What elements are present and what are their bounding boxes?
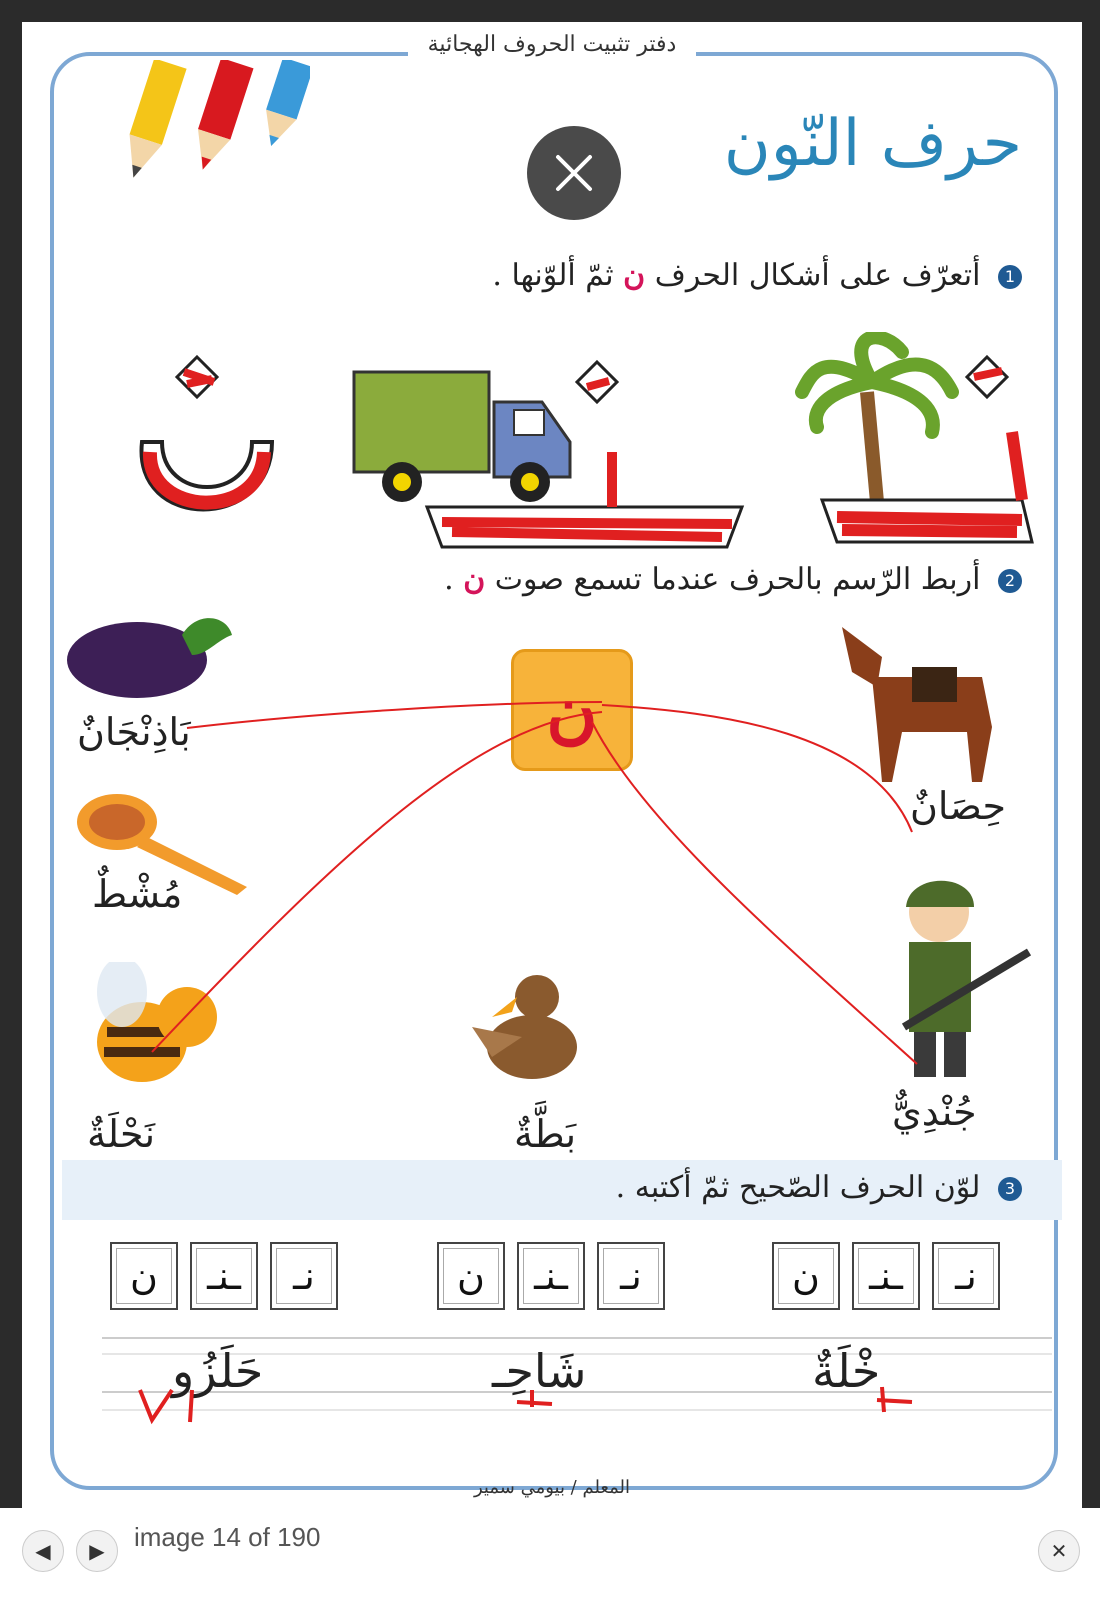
duck-icon — [462, 957, 592, 1097]
word-soldier: جُنْدِيٌّ — [892, 1090, 977, 1134]
task-1-instruction — [492, 258, 1022, 293]
viewer-nav-bar — [0, 1508, 1100, 1597]
close-icon: ✕ — [1050, 1539, 1068, 1563]
center-letter-tile[interactable]: ن — [511, 649, 633, 771]
next-image-button[interactable] — [76, 1530, 118, 1572]
eggplant-icon — [67, 600, 237, 700]
lesson-title: حرف النّون — [723, 107, 1022, 181]
letter-options-group-2 — [437, 1242, 665, 1310]
task-1-text-before: أتعرّف على أشكال الحرف — [654, 258, 981, 293]
write-word-3: خْلَةٌ — [812, 1344, 881, 1398]
letter-options-group-1 — [110, 1242, 338, 1310]
letter-option-box[interactable]: ـنـ — [190, 1242, 258, 1310]
task-3-number: 3 — [998, 1177, 1022, 1201]
letter-option-box[interactable]: ن — [437, 1242, 505, 1310]
letter-options-group-3 — [772, 1242, 1000, 1310]
noon-isolated-shape — [141, 357, 272, 510]
soldier-icon — [884, 867, 1034, 1082]
letter-option-box[interactable]: نـ — [932, 1242, 1000, 1310]
letter-option-box[interactable]: ـنـ — [517, 1242, 585, 1310]
palm-tree-icon — [802, 337, 952, 502]
letter-shapes-row — [122, 332, 1042, 552]
write-word-2: شَاحِـ — [492, 1344, 587, 1398]
truck-icon — [354, 372, 570, 502]
task-3-text: لوّن الحرف الصّحيح ثمّ أكتبه . — [615, 1170, 981, 1205]
image-counter: image 14 of 190 — [134, 1522, 321, 1552]
task-2-text-before: أربط الرّسم بالحرف عندما تسمع صوت — [494, 562, 981, 597]
word-comb: مُشْطٌ — [92, 872, 183, 916]
letter-option-box[interactable]: ن — [772, 1242, 840, 1310]
task-1-letter: ن — [623, 258, 646, 293]
bee-icon — [82, 962, 232, 1102]
teacher-credit: المعلم / بيومي سمير — [474, 1477, 630, 1498]
horse-icon — [832, 617, 1022, 787]
prev-image-button[interactable] — [22, 1530, 64, 1572]
task-3-instruction — [616, 1170, 1022, 1205]
word-horse: حِصَانٌ — [910, 784, 1006, 828]
arrow-left-icon: ◀ — [35, 1539, 51, 1563]
word-duck: بَطَّةٌ — [514, 1112, 577, 1156]
close-overlay-button[interactable] — [527, 126, 621, 220]
letter-option-box[interactable]: ن — [110, 1242, 178, 1310]
task-2-letter: ن — [463, 562, 486, 597]
arrow-right-icon: ▶ — [89, 1539, 105, 1563]
letter-option-box[interactable]: ـنـ — [852, 1242, 920, 1310]
letter-option-box[interactable]: نـ — [597, 1242, 665, 1310]
task-1-number: 1 — [998, 265, 1022, 289]
letter-option-box[interactable]: نـ — [270, 1242, 338, 1310]
pencils-icon — [110, 60, 310, 210]
close-viewer-button[interactable] — [1038, 1530, 1080, 1572]
book-title: دفتر تثبيت الحروف الهجائية — [22, 32, 1082, 57]
handwritten-answers — [122, 1352, 1022, 1432]
task-1-text-after: ثمّ ألوّنها . — [492, 258, 614, 293]
task-2-number: 2 — [998, 569, 1022, 593]
write-word-1: حَلَزُو — [172, 1344, 264, 1398]
worksheet-page — [22, 22, 1082, 1508]
close-icon — [552, 151, 596, 195]
word-bee: نَحْلَةٌ — [87, 1112, 156, 1156]
word-eggplant: بَاذِنْجَانٌ — [77, 710, 191, 754]
task-2-text-after: . — [444, 562, 454, 597]
task-2-instruction — [444, 562, 1022, 597]
